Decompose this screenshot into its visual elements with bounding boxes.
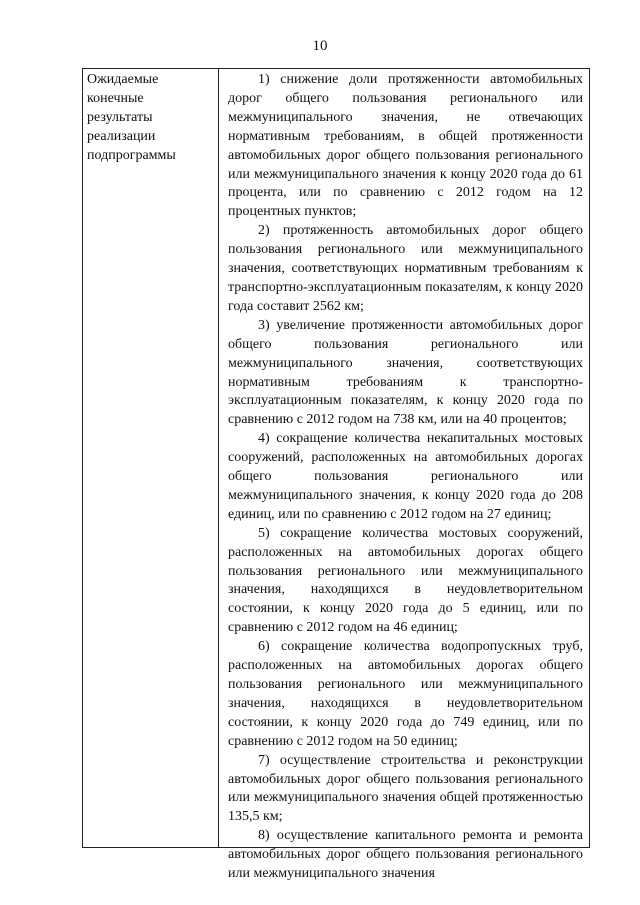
result-item-1: 1) снижение доли протяженности автомобильных дорог общего пользования регионального или межмуниципального значения, не отвечающих нормативным требованиям, в общей протяженности автомобильных дорог общего пользования регионального или межмуниципального значения к концу 2020 года до 61 процента, или по сравнению с 2012 годом на 12 процентных пунктов; [228, 72, 583, 220]
table-row [83, 69, 590, 848]
result-item-6: 6) сокращение количества водопропускных труб, расположенных на автомобильных дорогах общего пользования регионального или межмуниципального значения, находящихся в неудовлетворительном состоянии, к концу 2020 года до 749 единиц, или по сравнению с 2012 годом на 50 единиц; [228, 639, 583, 749]
result-item-2: 2) протяженность автомобильных дорог общего пользования регионального или межмуниципального значения, соответствующих нормативным требованиям к транспортно-эксплуатационным показателям, к концу 2020 года составит 2562 км; [228, 223, 583, 314]
result-item-8: 8) осуществление капитального ремонта и ремонта автомобильных дорог общего пользования регионального или межмуниципального значения [228, 828, 583, 882]
document-table [82, 68, 590, 882]
page-number: 10 [312, 38, 328, 54]
result-item-4: 4) сокращение количества некапитальных мостовых сооружений, расположенных на автомобильных дорогах общего пользования регионального или межмуниципального значения, к концу 2020 года до 208 единиц, или по сравнению с 2012 годом на 27 единиц; [228, 431, 583, 522]
result-item-7: 7) осуществление строительства и реконструкции автомобильных дорог общего пользования регионального или межмуниципального значения общей протяженностью 135,5 км; [228, 752, 583, 825]
row-label-cell [83, 69, 219, 848]
result-item-3: 3) увеличение протяженности автомобильных дорог общего пользования регионального или межмуниципального значения, соответствующих нормативным требованиям к транспортно-эксплуатационным показателям, к концу 2020 года по сравнению с 2012 годом на 738 км, или на 40 процентов; [228, 317, 583, 428]
row-content [219, 69, 589, 882]
result-item-5: 5) сокращение количества мостовых сооружений, расположенных на автомобильных дорогах общего пользования регионального или межмуниципального значения, находящихся в неудовлетворительном состоянии, к концу 2020 года до 5 единиц, или по сравнению с 2012 годом на 46 единиц; [228, 525, 583, 636]
row-content-cell [219, 69, 590, 882]
row-label: Ожидаемые конечные результаты реализации подпрограммы [87, 72, 176, 163]
